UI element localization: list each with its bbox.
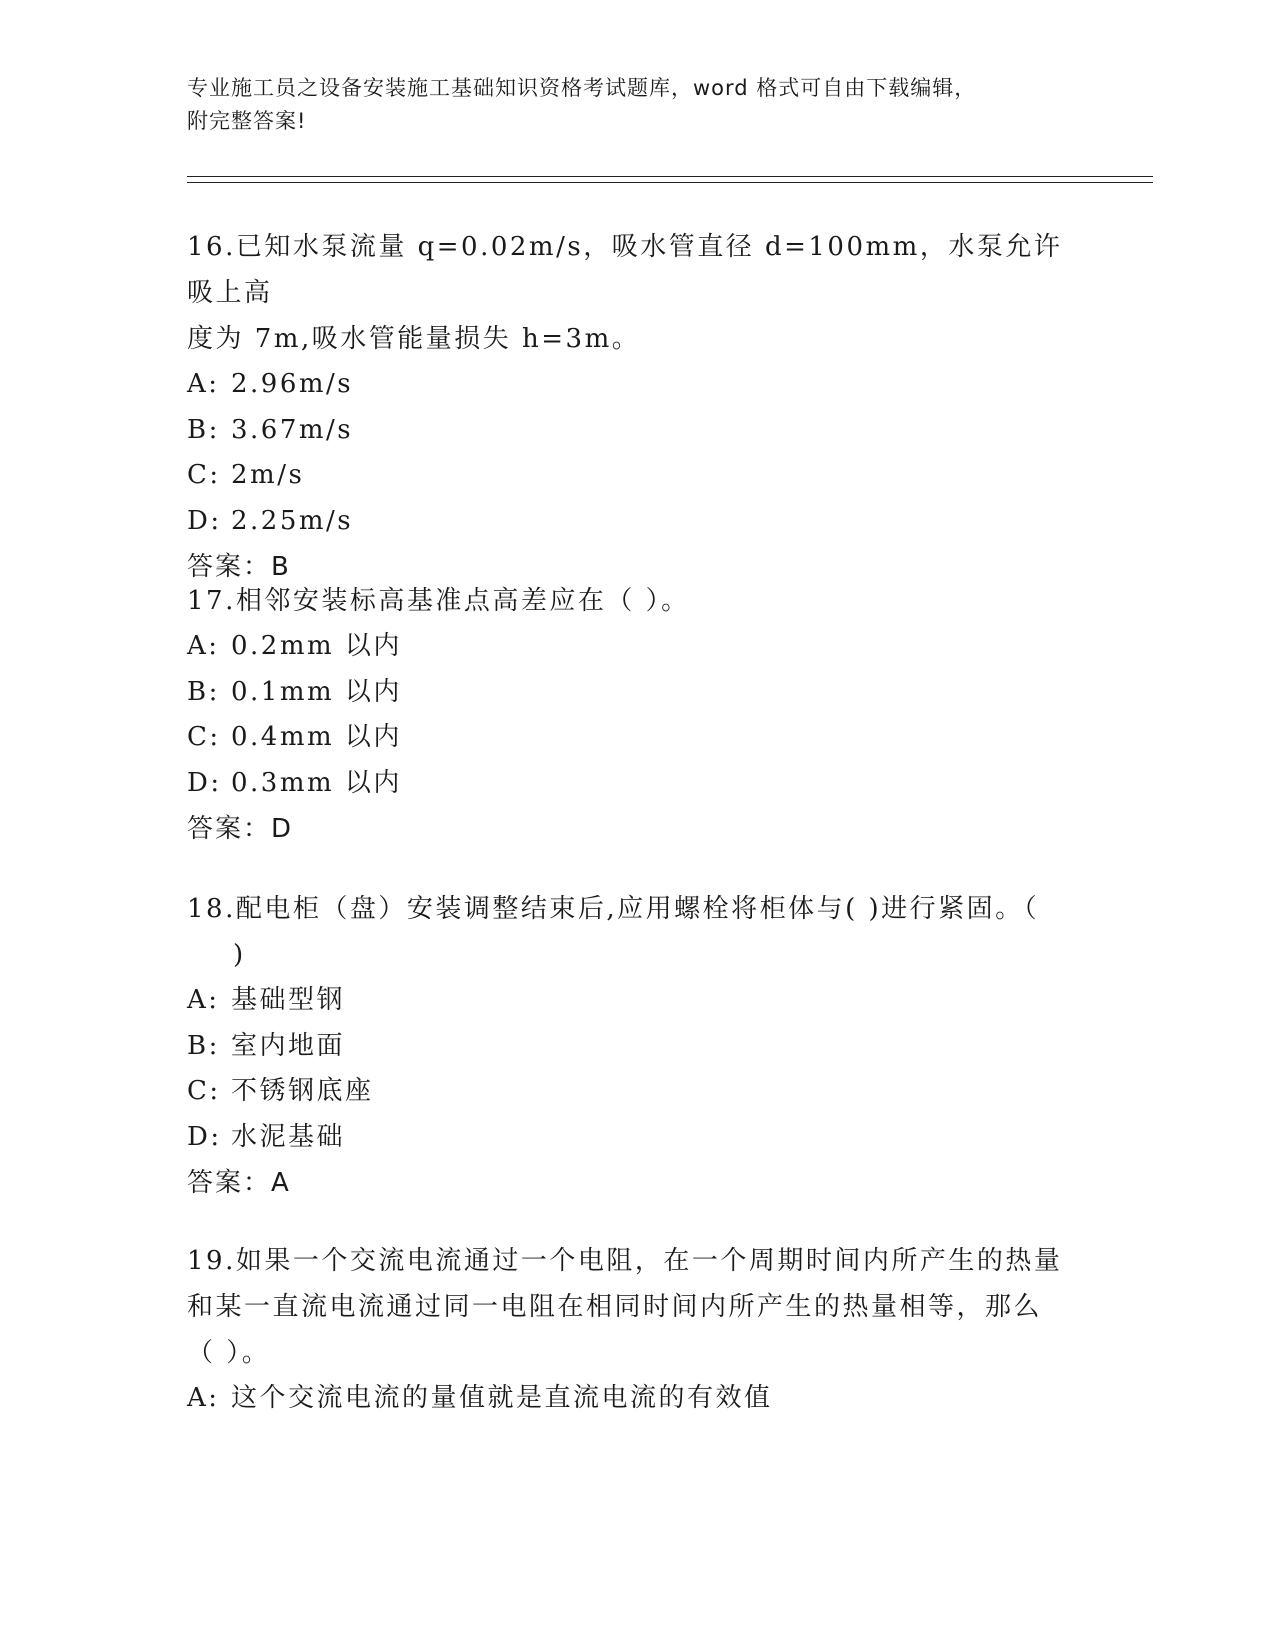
question-17 [187, 578, 1087, 852]
option-text: 0.4mm 以内 [231, 722, 402, 752]
option-text: 不锈钢底座 [231, 1076, 374, 1106]
option-key: B: [187, 676, 220, 707]
option-key: C: [187, 460, 221, 490]
option-text: 基础型钢 [231, 985, 346, 1015]
option-key: A: [187, 1383, 220, 1413]
option-b [187, 1024, 1087, 1070]
header-divider-top [187, 176, 1153, 177]
option-text: 2.25m/s [231, 505, 354, 536]
document-header [187, 72, 1067, 138]
answer: 答案：B [187, 552, 291, 582]
question-line: 19.如果一个交流电流通过一个电阻，在一个周期时间内所产生的热量 [187, 1246, 1063, 1276]
option-key: B: [187, 414, 220, 445]
option-text: 0.2mm 以内 [231, 631, 402, 661]
option-key: D: [187, 1121, 222, 1152]
option-key: D: [187, 767, 222, 798]
question-line: 17.相邻安装标高基准点高差应在（ ）。 [187, 586, 690, 616]
option-key: C: [187, 722, 221, 752]
option-b [187, 408, 1087, 454]
option-key: A: [187, 369, 220, 399]
option-a [187, 624, 1087, 670]
option-text: 水泥基础 [231, 1121, 346, 1152]
question-line: 16.已知水泵流量 q=0.02m/s，吸水管直径 d=100mm，水泵允许吸上高 [187, 232, 1063, 308]
option-text: 室内地面 [231, 1030, 346, 1061]
question-line: 和某一直流电流通过同一电阻在相同时间内所产生的热量相等，那么 [187, 1292, 1043, 1322]
option-c [187, 715, 1087, 761]
option-text: 2.96m/s [231, 369, 354, 399]
header-line-1: 专业施工员之设备安装施工基础知识资格考试题库，word 格式可自由下载编辑， [187, 76, 977, 100]
option-text: 2m/s [231, 460, 305, 490]
option-key: B: [187, 1030, 220, 1061]
option-text: 0.3mm 以内 [231, 767, 402, 798]
answer: 答案：A [187, 1168, 291, 1198]
option-a [187, 1376, 1087, 1422]
option-key: A: [187, 631, 220, 661]
option-d [187, 499, 1087, 545]
option-a [187, 362, 1087, 408]
option-key: C: [187, 1076, 221, 1106]
option-key: A: [187, 985, 220, 1015]
question-18 [187, 886, 1087, 1206]
option-d [187, 1115, 1087, 1161]
option-a [187, 978, 1087, 1024]
option-c [187, 453, 1087, 499]
option-text: 3.67m/s [231, 414, 354, 445]
option-key: D: [187, 505, 222, 536]
question-line: ) [233, 940, 246, 970]
question-line: 度为 7m,吸水管能量损失 h=3m。 [187, 324, 641, 354]
question-text [187, 224, 1087, 362]
header-line-2: 附完整答案! [187, 109, 307, 133]
answer: 答案：D [187, 814, 294, 844]
question-line: 18.配电柜（盘）安装调整结束后,应用螺栓将柜体与( )进行紧固。（ [187, 894, 1040, 924]
question-text [187, 886, 1087, 978]
question-text [187, 1238, 1087, 1376]
option-c [187, 1069, 1087, 1115]
question-19 [187, 1238, 1087, 1422]
option-text: 这个交流电流的量值就是直流电流的有效值 [231, 1383, 773, 1413]
question-text [187, 578, 1087, 624]
option-d [187, 761, 1087, 807]
option-b [187, 670, 1087, 716]
option-text: 0.1mm 以内 [231, 676, 402, 707]
question-16 [187, 224, 1087, 590]
question-line: （ ）。 [187, 1338, 271, 1368]
header-divider-bottom [187, 182, 1153, 183]
